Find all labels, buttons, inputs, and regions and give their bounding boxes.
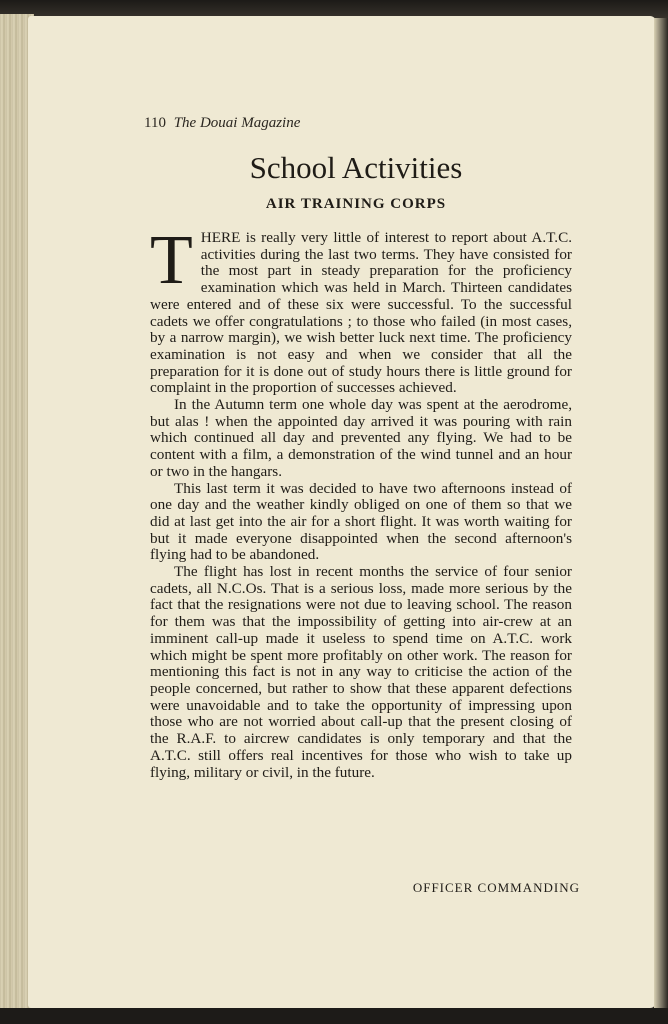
paragraph-4: The flight has lost in recent months the service of four senior cadets, all N.C.Os. That is a serious loss, made more serious by the fact that the resignations were not due to leaving school. The reason for them was that the impossibility of getting into air-crew at an imminent call-up made it useless to spend time on A.T.C. work which might be spent more profitably on other work. The reason for mentioning this fact is not in any way to criticise the action of the people concerned, but rather to show that these apparent defections were unavoidable and to take the opportunity of impressing upon those who are not worried about call-up that the present closing of the R.A.F. to aircrew candidates is only temporary and that the A.T.C. still offers real incentives for those who wish to take up flying, military or civil, in the future.	[150, 563, 572, 781]
book-bottom-edge	[0, 1008, 668, 1024]
section-subtitle: AIR TRAINING CORPS	[265, 196, 447, 212]
book-right-edge	[654, 18, 668, 1008]
paragraph-1-text: HERE is really very little of interest to report about A.T.C. activities during the last two terms. They have consisted for the most part in steady preparation for the proficiency examination which was held in March. Thirteen candidates were entered and of these six were successful. To the successful cadets we offer congratulations ; to those who failed (in most cases, by a narrow margin), we wish better luck next time. The proficiency examination is not easy and when we consider that all the preparation for it is done out of study hours there is little ground for complaint in the proportion of successes achieved.	[150, 229, 572, 397]
running-header	[144, 115, 300, 132]
drop-cap: T	[150, 222, 193, 299]
magazine-title: The Douai Magazine	[173, 115, 301, 131]
article-body	[150, 222, 572, 781]
page-number: 110	[144, 115, 166, 131]
signature: OFFICER COMMANDING	[412, 880, 580, 895]
paragraph-1	[150, 222, 572, 397]
paragraph-3: This last term it was decided to have two afternoons instead of one day and the weather kindly obliged on one of them so that we did at last get into the air for a short flight. It was worth waiting for but it made everyone disappointed when the second afternoon's flying had to be abandoned.	[150, 479, 572, 564]
page-title: School Activities	[249, 150, 463, 185]
paragraph-2: In the Autumn term one whole day was spent at the aerodrome, but alas ! when the appointed day arrived it was pouring with rain which continued all day and prevented any flying. We had to be content with a film, a demonstration of the wind tunnel and an hour or two in the hangars.	[150, 396, 572, 480]
